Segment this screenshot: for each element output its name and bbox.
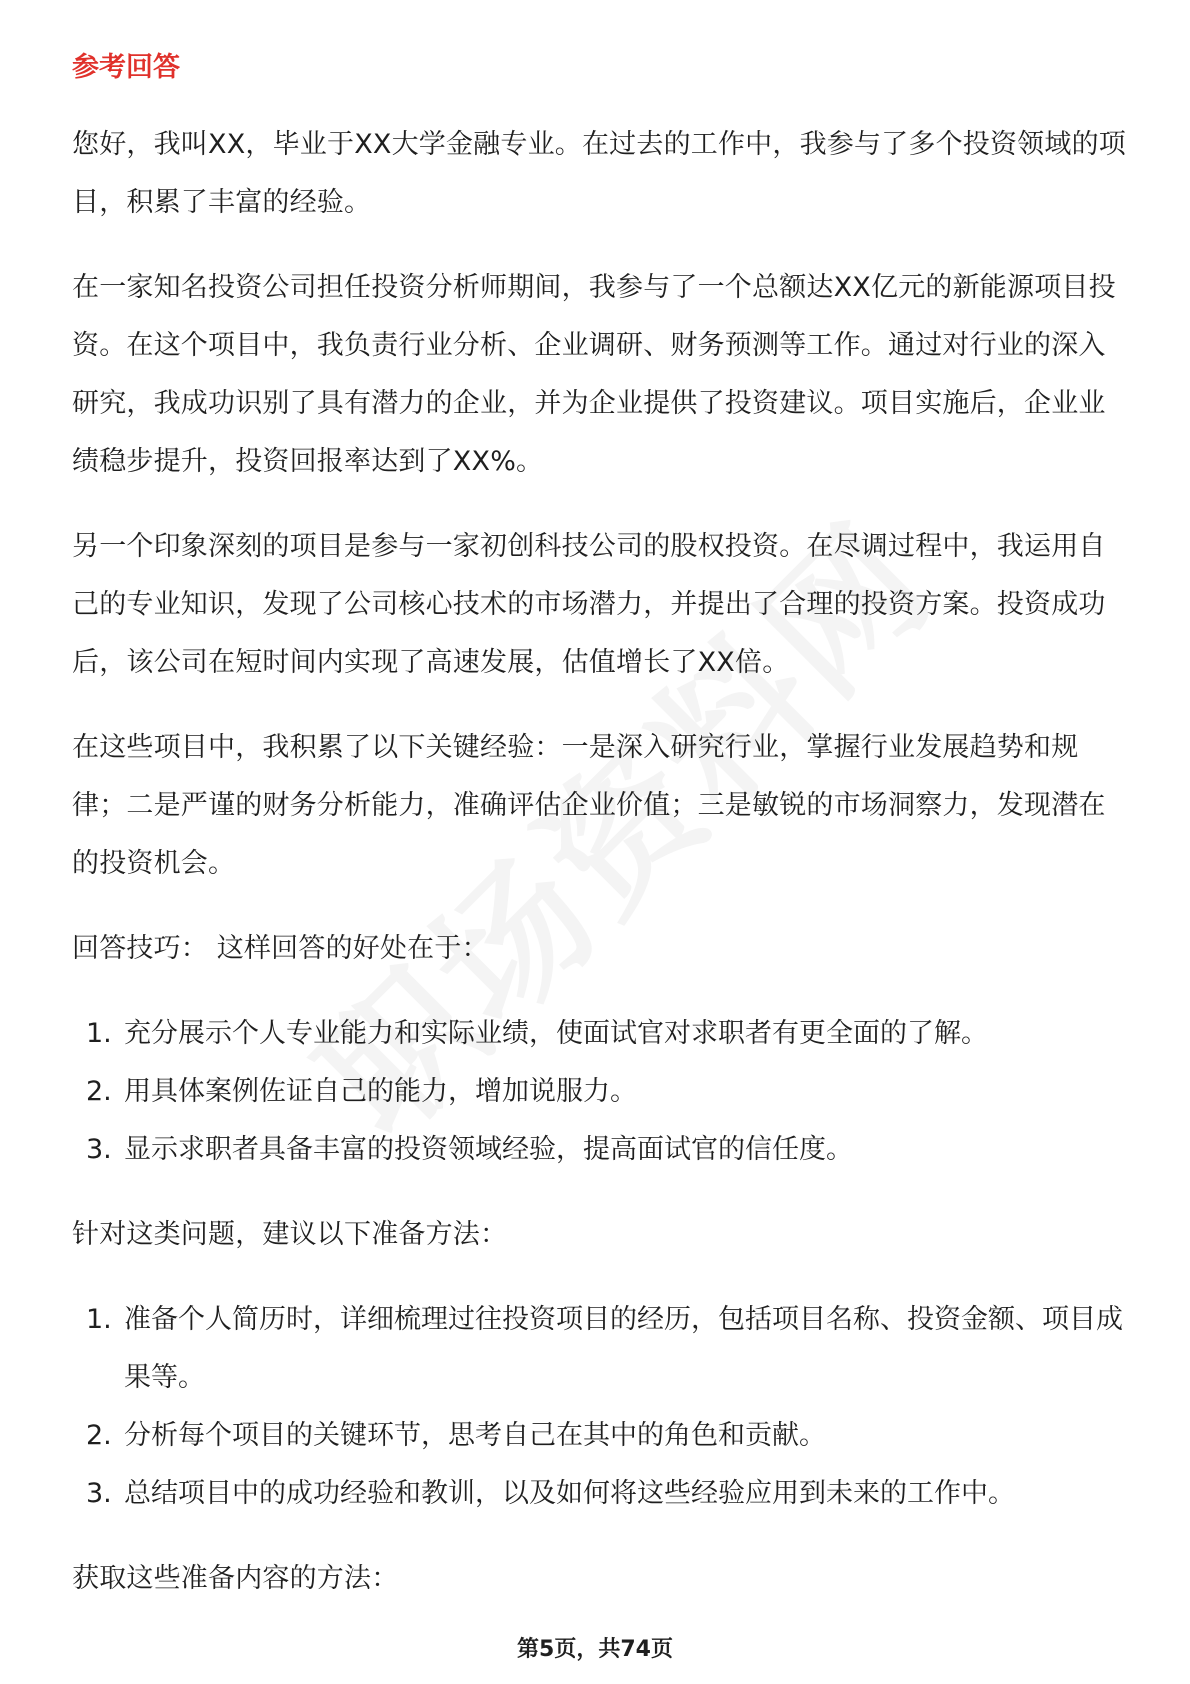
list-number: 2. — [86, 1420, 112, 1451]
list-item — [72, 1063, 1132, 1121]
prep-list — [72, 1291, 1132, 1523]
list-item-text: 分析每个项目的关键环节，思考自己在其中的角色和贡献。 — [124, 1420, 826, 1451]
list-item — [72, 1005, 1132, 1063]
list-number: 3. — [86, 1478, 112, 1509]
list-item — [72, 1291, 1132, 1407]
list-item-text: 准备个人简历时，详细梳理过往投资项目的经历，包括项目名称、投资金额、项目成果等。 — [124, 1304, 1123, 1393]
list-item — [72, 1465, 1132, 1523]
list-number: 1. — [86, 1304, 112, 1335]
list-item-text: 充分展示个人专业能力和实际业绩，使面试官对求职者有更全面的了解。 — [124, 1018, 988, 1049]
document-content — [72, 48, 1132, 1635]
section-heading: 参考回答 — [72, 52, 180, 83]
prep-intro: 针对这类问题，建议以下准备方法： — [72, 1219, 508, 1250]
list-item — [72, 1121, 1132, 1179]
tips-list — [72, 1005, 1132, 1179]
list-item — [72, 1407, 1132, 1465]
paragraph-experience: 在这些项目中，我积累了以下关键经验：一是深入研究行业，掌握行业发展趋势和规律；二是严谨的财务分析能力，准确评估企业价值；三是敏锐的市场洞察力，发现潜在的投资机会。 — [72, 732, 1106, 879]
list-item-text: 用具体案例佐证自己的能力，增加说服力。 — [124, 1076, 637, 1107]
paragraph-project-2: 另一个印象深刻的项目是参与一家初创科技公司的股权投资。在尽调过程中，我运用自己的专业知识，发现了公司核心技术的市场潜力，并提出了合理的投资方案。投资成功后，该公司在短时间内实现了高速发展，估值增长了XX倍。 — [72, 531, 1106, 678]
paragraph-project-1: 在一家知名投资公司担任投资分析师期间，我参与了一个总额达XX亿元的新能源项目投资。在这个项目中，我负责行业分析、企业调研、财务预测等工作。通过对行业的深入研究，我成功识别了具有潜力的企业，并为企业提供了投资建议。项目实施后，企业业绩稳步提升，投资回报率达到了XX%。 — [72, 272, 1116, 477]
page-footer: 第5页，共74页 — [517, 1637, 673, 1662]
list-number: 2. — [86, 1076, 112, 1107]
tips-intro: 回答技巧： 这样回答的好处在于： — [72, 933, 489, 964]
list-item-text: 显示求职者具备丰富的投资领域经验，提高面试官的信任度。 — [124, 1134, 853, 1165]
list-number: 3. — [86, 1134, 112, 1165]
list-item-text: 总结项目中的成功经验和教训，以及如何将这些经验应用到未来的工作中。 — [124, 1478, 1015, 1509]
list-number: 1. — [86, 1018, 112, 1049]
paragraph-intro: 您好，我叫XX，毕业于XX大学金融专业。在过去的工作中，我参与了多个投资领域的项目，积累了丰富的经验。 — [72, 129, 1126, 218]
last-line: 获取这些准备内容的方法： — [72, 1563, 399, 1594]
